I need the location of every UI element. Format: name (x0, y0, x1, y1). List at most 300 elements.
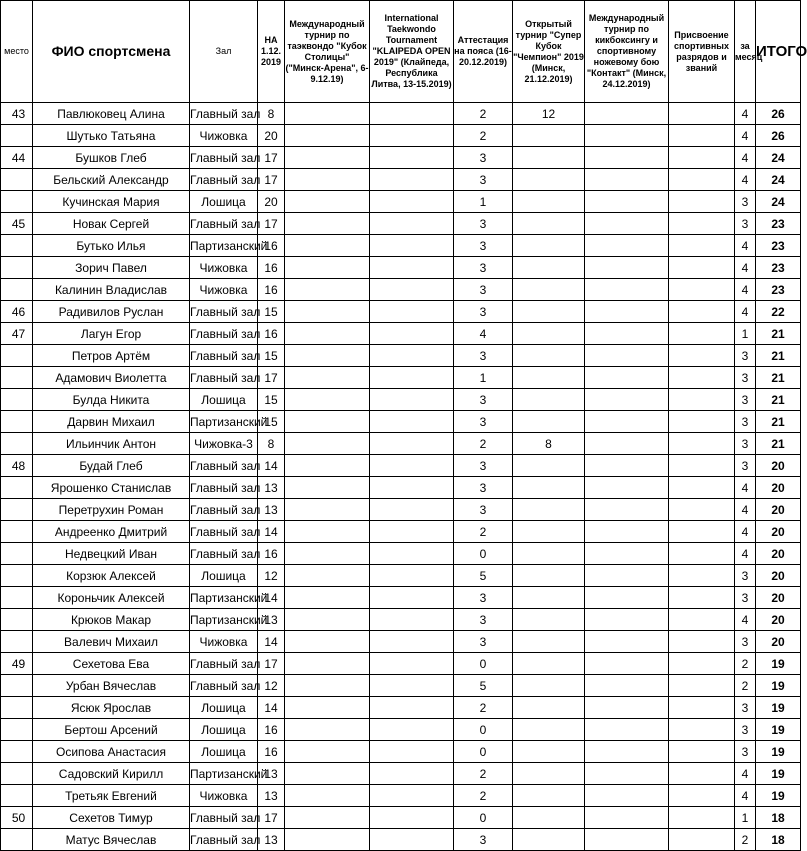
cell-tournament-3 (513, 565, 585, 587)
cell-total: 26 (756, 125, 801, 147)
cell-gym: Главный зал (190, 477, 258, 499)
cell-name: Ильинчик Антон (33, 433, 190, 455)
table-row (1, 653, 801, 675)
cell-gym: Главный зал (190, 807, 258, 829)
cell-gym: Главный зал (190, 521, 258, 543)
cell-month: 3 (735, 213, 756, 235)
cell-tournament-4 (585, 829, 669, 851)
cell-tournament-1 (285, 147, 370, 169)
cell-tournament-1 (285, 169, 370, 191)
cell-tournament-3 (513, 499, 585, 521)
cell-tournament-3 (513, 477, 585, 499)
cell-tournament-4 (585, 125, 669, 147)
header-total: ИТОГО (756, 1, 801, 103)
cell-tournament-3 (513, 609, 585, 631)
cell-tournament-4 (585, 345, 669, 367)
cell-tournament-2 (370, 499, 454, 521)
cell-na: 16 (258, 257, 285, 279)
cell-tournament-1 (285, 543, 370, 565)
cell-tournament-1 (285, 763, 370, 785)
cell-tournament-3 (513, 257, 585, 279)
cell-place: 48 (1, 455, 33, 477)
cell-na: 14 (258, 587, 285, 609)
cell-total: 22 (756, 301, 801, 323)
cell-place (1, 191, 33, 213)
cell-tournament-1 (285, 587, 370, 609)
cell-name: Павлюковец Алина (33, 103, 190, 125)
cell-gym: Лошица (190, 719, 258, 741)
table-row (1, 719, 801, 741)
cell-tournament-2 (370, 103, 454, 125)
cell-tournament-3 (513, 411, 585, 433)
table-row (1, 675, 801, 697)
cell-ranks (669, 257, 735, 279)
cell-na: 17 (258, 807, 285, 829)
cell-month: 2 (735, 675, 756, 697)
cell-month: 2 (735, 653, 756, 675)
cell-month: 3 (735, 455, 756, 477)
cell-ranks (669, 697, 735, 719)
cell-attestation: 2 (454, 697, 513, 719)
cell-tournament-4 (585, 169, 669, 191)
cell-month: 4 (735, 763, 756, 785)
cell-ranks (669, 653, 735, 675)
cell-name: Матус Вячеслав (33, 829, 190, 851)
cell-total: 18 (756, 807, 801, 829)
cell-month: 4 (735, 235, 756, 257)
cell-ranks (669, 807, 735, 829)
cell-attestation: 3 (454, 279, 513, 301)
cell-name: Бертош Арсений (33, 719, 190, 741)
cell-name: Валевич Михаил (33, 631, 190, 653)
cell-month: 4 (735, 125, 756, 147)
cell-tournament-3 (513, 521, 585, 543)
cell-tournament-2 (370, 191, 454, 213)
table-row (1, 125, 801, 147)
cell-place: 49 (1, 653, 33, 675)
cell-place (1, 785, 33, 807)
cell-attestation: 3 (454, 301, 513, 323)
cell-tournament-3 (513, 807, 585, 829)
cell-na: 12 (258, 675, 285, 697)
cell-tournament-3 (513, 675, 585, 697)
cell-name: Ясюк Ярослав (33, 697, 190, 719)
cell-place (1, 521, 33, 543)
cell-tournament-4 (585, 631, 669, 653)
cell-attestation: 3 (454, 345, 513, 367)
cell-tournament-2 (370, 213, 454, 235)
cell-gym: Главный зал (190, 147, 258, 169)
cell-tournament-3 (513, 125, 585, 147)
table-row (1, 697, 801, 719)
cell-ranks (669, 103, 735, 125)
cell-attestation: 2 (454, 125, 513, 147)
cell-total: 26 (756, 103, 801, 125)
cell-ranks (669, 477, 735, 499)
table-row (1, 389, 801, 411)
cell-total: 21 (756, 345, 801, 367)
cell-tournament-1 (285, 477, 370, 499)
cell-name: Ярошенко Станислав (33, 477, 190, 499)
cell-name: Калинин Владислав (33, 279, 190, 301)
cell-total: 21 (756, 411, 801, 433)
cell-month: 4 (735, 521, 756, 543)
cell-name: Новак Сергей (33, 213, 190, 235)
cell-place (1, 741, 33, 763)
cell-name: Третьяк Евгений (33, 785, 190, 807)
table-row (1, 587, 801, 609)
cell-tournament-4 (585, 257, 669, 279)
cell-tournament-4 (585, 807, 669, 829)
cell-gym: Партизанский (190, 587, 258, 609)
cell-ranks (669, 125, 735, 147)
table-row (1, 477, 801, 499)
cell-tournament-3 (513, 389, 585, 411)
cell-gym: Чижовка (190, 785, 258, 807)
cell-name: Будай Глеб (33, 455, 190, 477)
cell-attestation: 4 (454, 323, 513, 345)
header-tournament-2: International Taekwondo Tournament "KLAIPEDA OPEN 2019" (Клайпеда, Республика Литва, 13-15.2019) (370, 1, 454, 103)
cell-tournament-2 (370, 323, 454, 345)
cell-tournament-4 (585, 499, 669, 521)
cell-tournament-1 (285, 521, 370, 543)
cell-place (1, 433, 33, 455)
cell-tournament-1 (285, 675, 370, 697)
header-month: за месяц (735, 1, 756, 103)
cell-gym: Лошица (190, 565, 258, 587)
cell-tournament-4 (585, 719, 669, 741)
cell-place (1, 411, 33, 433)
cell-place (1, 763, 33, 785)
cell-tournament-3 (513, 719, 585, 741)
cell-tournament-3 (513, 763, 585, 785)
cell-gym: Партизанский (190, 235, 258, 257)
cell-tournament-2 (370, 697, 454, 719)
table-row (1, 565, 801, 587)
cell-name: Адамович Виолетта (33, 367, 190, 389)
cell-tournament-4 (585, 433, 669, 455)
cell-tournament-4 (585, 543, 669, 565)
cell-month: 3 (735, 565, 756, 587)
table-row (1, 433, 801, 455)
cell-tournament-1 (285, 697, 370, 719)
cell-tournament-1 (285, 125, 370, 147)
cell-month: 4 (735, 543, 756, 565)
cell-name: Булда Никита (33, 389, 190, 411)
cell-na: 8 (258, 433, 285, 455)
cell-attestation: 0 (454, 653, 513, 675)
table-row (1, 631, 801, 653)
cell-tournament-3 (513, 785, 585, 807)
cell-ranks (669, 235, 735, 257)
cell-ranks (669, 323, 735, 345)
cell-name: Корзюк Алексей (33, 565, 190, 587)
cell-month: 4 (735, 609, 756, 631)
cell-na: 14 (258, 455, 285, 477)
cell-na: 15 (258, 389, 285, 411)
cell-total: 19 (756, 675, 801, 697)
cell-name: Садовский Кирилл (33, 763, 190, 785)
cell-tournament-2 (370, 675, 454, 697)
cell-tournament-4 (585, 213, 669, 235)
cell-tournament-3 (513, 213, 585, 235)
cell-tournament-2 (370, 609, 454, 631)
cell-tournament-4 (585, 763, 669, 785)
cell-month: 3 (735, 587, 756, 609)
cell-month: 3 (735, 389, 756, 411)
cell-tournament-1 (285, 279, 370, 301)
cell-tournament-3: 12 (513, 103, 585, 125)
cell-gym: Партизанский (190, 609, 258, 631)
cell-tournament-1 (285, 631, 370, 653)
cell-total: 23 (756, 235, 801, 257)
cell-tournament-4 (585, 279, 669, 301)
cell-ranks (669, 741, 735, 763)
cell-tournament-1 (285, 807, 370, 829)
cell-na: 16 (258, 235, 285, 257)
cell-name: Радивилов Руслан (33, 301, 190, 323)
cell-place (1, 477, 33, 499)
cell-total: 24 (756, 169, 801, 191)
cell-na: 12 (258, 565, 285, 587)
header-tournament-3: Открытый турнир "Супер Кубок "Чемпион" 2019 (Минск, 21.12.2019) (513, 1, 585, 103)
cell-tournament-4 (585, 455, 669, 477)
cell-tournament-2 (370, 279, 454, 301)
cell-tournament-2 (370, 521, 454, 543)
cell-month: 3 (735, 741, 756, 763)
cell-tournament-4 (585, 235, 669, 257)
cell-gym: Главный зал (190, 345, 258, 367)
cell-total: 19 (756, 653, 801, 675)
cell-place (1, 279, 33, 301)
cell-attestation: 3 (454, 213, 513, 235)
cell-place (1, 125, 33, 147)
cell-tournament-1 (285, 609, 370, 631)
cell-tournament-1 (285, 785, 370, 807)
cell-attestation: 2 (454, 785, 513, 807)
header-place: место (1, 1, 33, 103)
cell-total: 23 (756, 213, 801, 235)
cell-tournament-4 (585, 103, 669, 125)
cell-attestation: 3 (454, 411, 513, 433)
table-row (1, 235, 801, 257)
cell-gym: Чижовка (190, 257, 258, 279)
cell-month: 3 (735, 345, 756, 367)
table-row (1, 213, 801, 235)
cell-place (1, 719, 33, 741)
cell-tournament-1 (285, 235, 370, 257)
cell-name: Дарвин Михаил (33, 411, 190, 433)
table-row (1, 257, 801, 279)
cell-tournament-2 (370, 345, 454, 367)
cell-name: Недвецкий Иван (33, 543, 190, 565)
cell-tournament-4 (585, 323, 669, 345)
cell-tournament-2 (370, 587, 454, 609)
cell-tournament-1 (285, 719, 370, 741)
cell-na: 16 (258, 279, 285, 301)
cell-attestation: 2 (454, 103, 513, 125)
table-body (1, 103, 801, 851)
cell-tournament-3 (513, 235, 585, 257)
cell-month: 4 (735, 301, 756, 323)
cell-month: 1 (735, 323, 756, 345)
cell-gym: Главный зал (190, 675, 258, 697)
cell-ranks (669, 719, 735, 741)
cell-tournament-2 (370, 477, 454, 499)
cell-attestation: 3 (454, 609, 513, 631)
table-row (1, 455, 801, 477)
cell-name: Урбан Вячеслав (33, 675, 190, 697)
cell-attestation: 0 (454, 807, 513, 829)
cell-gym: Чижовка (190, 279, 258, 301)
cell-month: 3 (735, 631, 756, 653)
cell-tournament-4 (585, 697, 669, 719)
cell-attestation: 5 (454, 565, 513, 587)
cell-place (1, 675, 33, 697)
cell-ranks (669, 675, 735, 697)
cell-gym: Лошица (190, 697, 258, 719)
cell-place (1, 587, 33, 609)
cell-place (1, 345, 33, 367)
cell-ranks (669, 191, 735, 213)
cell-attestation: 1 (454, 191, 513, 213)
table-row (1, 521, 801, 543)
cell-gym: Главный зал (190, 169, 258, 191)
header-attestation: Аттестация на пояса (16-20.12.2019) (454, 1, 513, 103)
cell-gym: Главный зал (190, 829, 258, 851)
cell-na: 16 (258, 543, 285, 565)
header-na: НА 1.12. 2019 (258, 1, 285, 103)
header-row (1, 1, 801, 103)
table-row (1, 169, 801, 191)
cell-attestation: 3 (454, 257, 513, 279)
table-row (1, 741, 801, 763)
cell-tournament-1 (285, 367, 370, 389)
cell-attestation: 3 (454, 147, 513, 169)
cell-gym: Чижовка (190, 125, 258, 147)
cell-place (1, 543, 33, 565)
cell-total: 24 (756, 191, 801, 213)
cell-ranks (669, 785, 735, 807)
cell-tournament-2 (370, 543, 454, 565)
cell-month: 3 (735, 697, 756, 719)
cell-ranks (669, 389, 735, 411)
cell-tournament-1 (285, 213, 370, 235)
cell-total: 19 (756, 741, 801, 763)
cell-gym: Главный зал (190, 499, 258, 521)
cell-na: 13 (258, 609, 285, 631)
cell-total: 19 (756, 719, 801, 741)
cell-total: 21 (756, 323, 801, 345)
table-row (1, 543, 801, 565)
cell-total: 20 (756, 521, 801, 543)
cell-ranks (669, 345, 735, 367)
cell-na: 15 (258, 411, 285, 433)
cell-na: 17 (258, 213, 285, 235)
cell-tournament-4 (585, 521, 669, 543)
cell-attestation: 3 (454, 477, 513, 499)
cell-tournament-1 (285, 411, 370, 433)
cell-name: Андреенко Дмитрий (33, 521, 190, 543)
cell-ranks (669, 521, 735, 543)
table-row (1, 499, 801, 521)
cell-ranks (669, 763, 735, 785)
cell-attestation: 3 (454, 455, 513, 477)
cell-attestation: 3 (454, 235, 513, 257)
cell-place (1, 631, 33, 653)
cell-place (1, 565, 33, 587)
cell-attestation: 3 (454, 169, 513, 191)
cell-gym: Главный зал (190, 543, 258, 565)
cell-tournament-1 (285, 829, 370, 851)
cell-place: 43 (1, 103, 33, 125)
cell-na: 14 (258, 631, 285, 653)
cell-total: 20 (756, 477, 801, 499)
cell-na: 16 (258, 741, 285, 763)
cell-gym: Главный зал (190, 323, 258, 345)
cell-tournament-4 (585, 785, 669, 807)
cell-na: 8 (258, 103, 285, 125)
cell-ranks (669, 543, 735, 565)
cell-total: 20 (756, 543, 801, 565)
cell-ranks (669, 587, 735, 609)
cell-name: Лагун Егор (33, 323, 190, 345)
cell-total: 21 (756, 367, 801, 389)
cell-tournament-1 (285, 191, 370, 213)
cell-tournament-4 (585, 587, 669, 609)
cell-attestation: 0 (454, 543, 513, 565)
cell-tournament-4 (585, 741, 669, 763)
table-row (1, 785, 801, 807)
header-ranks: Присвоение спортивных разрядов и званий (669, 1, 735, 103)
cell-tournament-2 (370, 763, 454, 785)
cell-place (1, 697, 33, 719)
cell-tournament-2 (370, 411, 454, 433)
cell-gym: Партизанский (190, 763, 258, 785)
cell-tournament-1 (285, 257, 370, 279)
cell-gym: Главный зал (190, 301, 258, 323)
cell-name: Сехетов Тимур (33, 807, 190, 829)
cell-name: Бушков Глеб (33, 147, 190, 169)
header-name: ФИО спортсмена (33, 1, 190, 103)
cell-month: 2 (735, 829, 756, 851)
cell-place: 45 (1, 213, 33, 235)
cell-ranks (669, 279, 735, 301)
cell-tournament-2 (370, 147, 454, 169)
cell-na: 15 (258, 345, 285, 367)
table-row (1, 367, 801, 389)
cell-total: 23 (756, 257, 801, 279)
cell-tournament-2 (370, 785, 454, 807)
cell-tournament-3 (513, 147, 585, 169)
cell-tournament-1 (285, 323, 370, 345)
table-row (1, 829, 801, 851)
cell-gym: Лошица (190, 191, 258, 213)
cell-gym: Главный зал (190, 653, 258, 675)
cell-tournament-3 (513, 653, 585, 675)
cell-tournament-4 (585, 147, 669, 169)
cell-total: 19 (756, 697, 801, 719)
cell-tournament-4 (585, 389, 669, 411)
cell-tournament-1 (285, 389, 370, 411)
cell-tournament-3 (513, 301, 585, 323)
cell-attestation: 5 (454, 675, 513, 697)
cell-name: Бельский Александр (33, 169, 190, 191)
cell-tournament-2 (370, 829, 454, 851)
cell-tournament-4 (585, 565, 669, 587)
cell-tournament-2 (370, 719, 454, 741)
cell-place: 50 (1, 807, 33, 829)
